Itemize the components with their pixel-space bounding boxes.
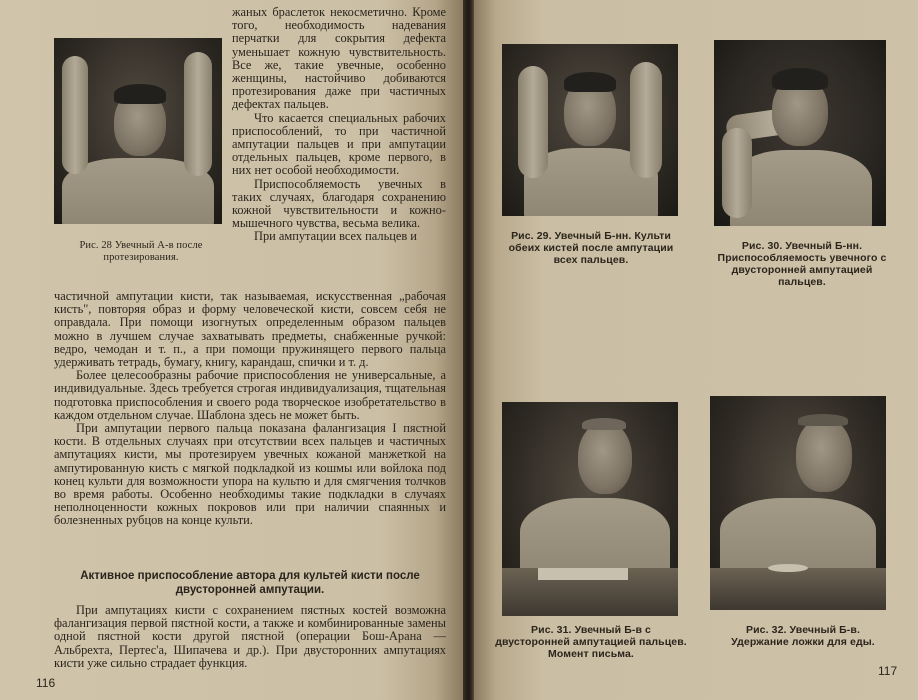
paragraph: При ампутации всех пальцев и: [254, 229, 417, 244]
paragraph: Приспособляемость увечных в таких случаях, благодаря сохранению кожной чувствительности и кожно-мышечного чувства, весьма велика.: [232, 176, 446, 231]
paragraph: жаных браслеток некосметично. Кроме того, необходимость надевания перчатки для сокрытия дефекта уменьшает кожную чувствительность. Все же, такие увечные, особенно женщины, настойчиво добиваются протезирования даже при частичных дефектах пальцев.: [232, 5, 446, 112]
paragraph: Что касается специальных рабочих приспособлений, то при частичной ампутации пальцев и при ампутации отдельных пальцев, кроме первого, в них нет особой необходимости.: [232, 110, 446, 178]
paragraph: При ампутациях кисти с сохранением пястных костей возможна фалангизация первой пястной кости, а также и комбинированные замены одной пястной кости другой пястной (операции Бош-Арана — Альбрехта, Пертес'а, Шипачева и др.). При двусторонних ампутациях кисти уже сильно страдает функция.: [54, 603, 446, 670]
figure-29-caption: Рис. 29. Увечный Б-нн. Культи обеих кистей после ампутации всех пальцев.: [508, 230, 674, 266]
figure-28-caption: Рис. 28 Увечный А-в после протезирования.: [79, 240, 203, 263]
figure-32-caption: Рис. 32. Увечный Б-в. Удержание ложки для еды.: [731, 624, 875, 648]
paragraph: Более целесообразны рабочие приспособления не универсальные, а индивидуальные. Здесь требуется строгая индивидуализация, тщательная подготовка приспособления и своего рода творческое изобретательство в каждом отдельном случае. Шаблона здесь не может быть.: [54, 368, 446, 422]
book-gutter: [463, 0, 474, 700]
figure-31-caption: Рис. 31. Увечный Б-в с двусторонней ампутацией пальцев. Момент письма.: [495, 624, 687, 660]
section-heading: Активное приспособление автора для культей кисти после двусторонней ампутации.: [80, 570, 420, 596]
figure-32-photo: [710, 396, 886, 610]
right-page: [474, 0, 918, 700]
figure-30-photo: [714, 40, 886, 226]
figure-30-caption: Рис. 30. Увечный Б-нн. Приспособляемость увечного с двусторонней ампутацией пальцев.: [717, 240, 887, 288]
page-number: 116: [36, 676, 56, 690]
figure-31-photo: [502, 402, 678, 616]
paragraph: частичной ампутации кисти, так называемая, искусственная „рабочая кисть", повторяя образ и форму человеческой кисти, совсем себя не оправдала. При помощи изогнутых определенным образом пальцев можно в лучшем случае захватывать предметы, снабженные ручкой: ведро, чемодан и т. п., а при помощи пружинящего первого пальца удерживать тетрадь, бумагу, книгу, карандаш, спички и т. д.: [54, 289, 446, 370]
text-block-full: [54, 290, 446, 528]
text-block-bottom: [54, 604, 446, 670]
figure-29-photo: [502, 44, 678, 216]
text-column-right: [232, 6, 446, 244]
figure-28-photo: [54, 38, 222, 224]
paragraph: При ампутации первого пальца показана фалангизация I пястной кости. В отдельных случаях при отсутствии всех пальцев и частичных ампутациях кисти, мы протезируем увечных кожаной манжеткой на ампутированную кисть с мягкой подкладкой из кошмы или войлока под конец культи для возможности упора на культю и для смягчения толчков во время работы. Особенно необходимы такие подкладки в случаях неполноценности кожных покровов или при наличии спаянных и болезненных рубцов на конце культи.: [54, 421, 446, 528]
page-number: 117: [878, 664, 898, 678]
